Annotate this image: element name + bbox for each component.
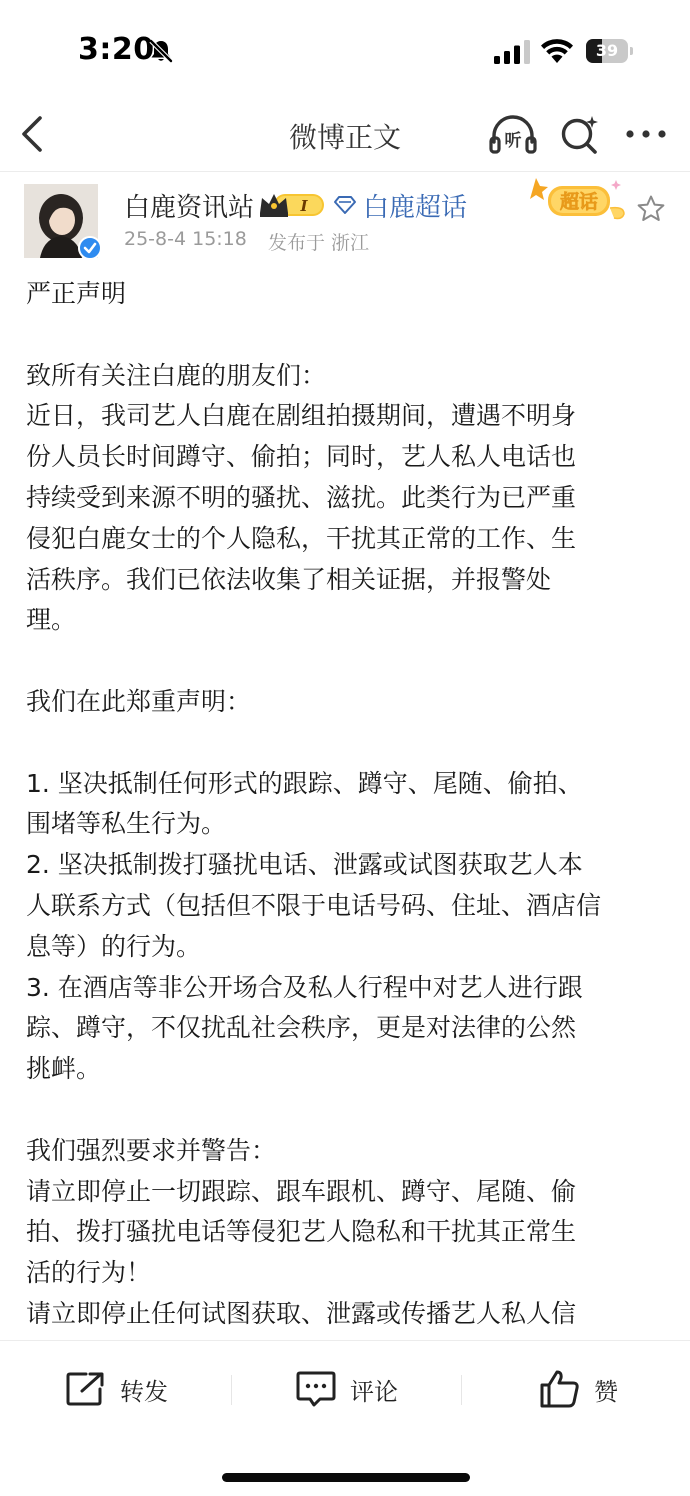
like-label: 赞 — [594, 1377, 618, 1406]
post-line: 1. 坚决抵制任何形式的跟踪、蹲守、尾随、偷拍、 — [26, 768, 583, 798]
post-location: 发布于 浙江 — [268, 232, 370, 254]
author-name[interactable]: 白鹿资讯站 — [124, 193, 255, 223]
page-title: 微博正文 — [288, 121, 401, 154]
like-button[interactable] — [540, 1369, 618, 1409]
post-line — [26, 641, 666, 682]
super-topic-link[interactable]: 白鹿超话 — [363, 193, 468, 223]
post-line: 理。 — [26, 605, 77, 635]
comment-icon — [296, 1370, 336, 1408]
post-timestamp: 25-8-4 15:18 — [124, 228, 247, 250]
post-line: 严正声明 — [26, 279, 127, 308]
post-line: 份人员长时间蹲守、偷拍；同时，艺人私人电话也 — [26, 442, 577, 472]
status-time: 3:20 — [78, 32, 155, 67]
post-line: 挑衅。 — [26, 1054, 102, 1084]
post-body — [26, 274, 666, 1338]
post-line: 我们在此郑重声明： — [26, 686, 252, 716]
battery-icon — [586, 39, 634, 63]
post-line — [26, 315, 666, 356]
like-thumb-icon — [540, 1369, 580, 1409]
super-topic-sticker-icon[interactable] — [530, 176, 634, 224]
repost-label: 转发 — [120, 1377, 168, 1406]
post-line: 活秩序。我们已依法收集了相关证据，并报警处 — [26, 564, 552, 594]
bell-off-icon — [148, 38, 174, 64]
favorite-star-icon[interactable] — [636, 194, 666, 224]
battery-level: 39 — [595, 41, 619, 60]
post-line: 请立即停止任何试图获取、泄露或传播艺人私人信 — [26, 1298, 577, 1328]
membership-crown-icon[interactable] — [258, 189, 326, 219]
post-line: 3. 在酒店等非公开场合及私人行程中对艺人进行跟 — [26, 972, 583, 1002]
post-line: 请立即停止一切跟踪、跟车跟机、蹲守、尾随、偷 — [26, 1176, 577, 1206]
post-line: 围堵等私生行为。 — [26, 809, 227, 839]
post-line: 2. 坚决抵制拨打骚扰电话、泄露或试图获取艺人本 — [26, 850, 583, 880]
cellular-signal-icon — [494, 40, 530, 64]
post-line — [26, 723, 666, 764]
sticker-label: 超话 — [559, 191, 599, 213]
search-icon[interactable] — [558, 112, 602, 158]
post-line: 致所有关注白鹿的朋友们： — [26, 360, 327, 390]
post-line — [26, 1090, 666, 1131]
post-line: 持续受到来源不明的骚扰、滋扰。此类行为已严重 — [26, 482, 577, 512]
home-indicator — [222, 1473, 470, 1482]
post-line: 近日，我司艺人白鹿在剧组拍摄期间，遭遇不明身 — [26, 401, 577, 431]
more-icon[interactable] — [622, 114, 670, 154]
status-bar — [0, 0, 690, 100]
post-line: 息等）的行为。 — [26, 931, 202, 961]
listen-icon[interactable] — [488, 112, 538, 158]
repost-icon — [66, 1371, 106, 1407]
wifi-icon — [540, 38, 574, 64]
post-line: 我们强烈要求并警告： — [26, 1135, 277, 1165]
post-line: 人联系方式（包括但不限于电话号码、住址、酒店信 — [26, 890, 602, 920]
verified-badge-icon — [78, 236, 102, 260]
comment-label: 评论 — [350, 1377, 398, 1406]
post-line: 拍、拨打骚扰电话等侵犯艺人隐私和干扰其正常生 — [26, 1217, 577, 1247]
listen-label: 听 — [504, 131, 522, 151]
repost-button[interactable] — [66, 1369, 168, 1409]
comment-button[interactable] — [296, 1369, 398, 1409]
diamond-icon — [334, 195, 356, 215]
nav-bar — [0, 100, 690, 172]
post-line: 踪、蹲守，不仅扰乱社会秩序，更是对法律的公然 — [26, 1013, 577, 1043]
level-badge: I — [300, 197, 308, 215]
post-line: 活的行为！ — [26, 1258, 152, 1288]
post-line: 侵犯白鹿女士的个人隐私，干扰其正常的工作、生 — [26, 523, 577, 553]
